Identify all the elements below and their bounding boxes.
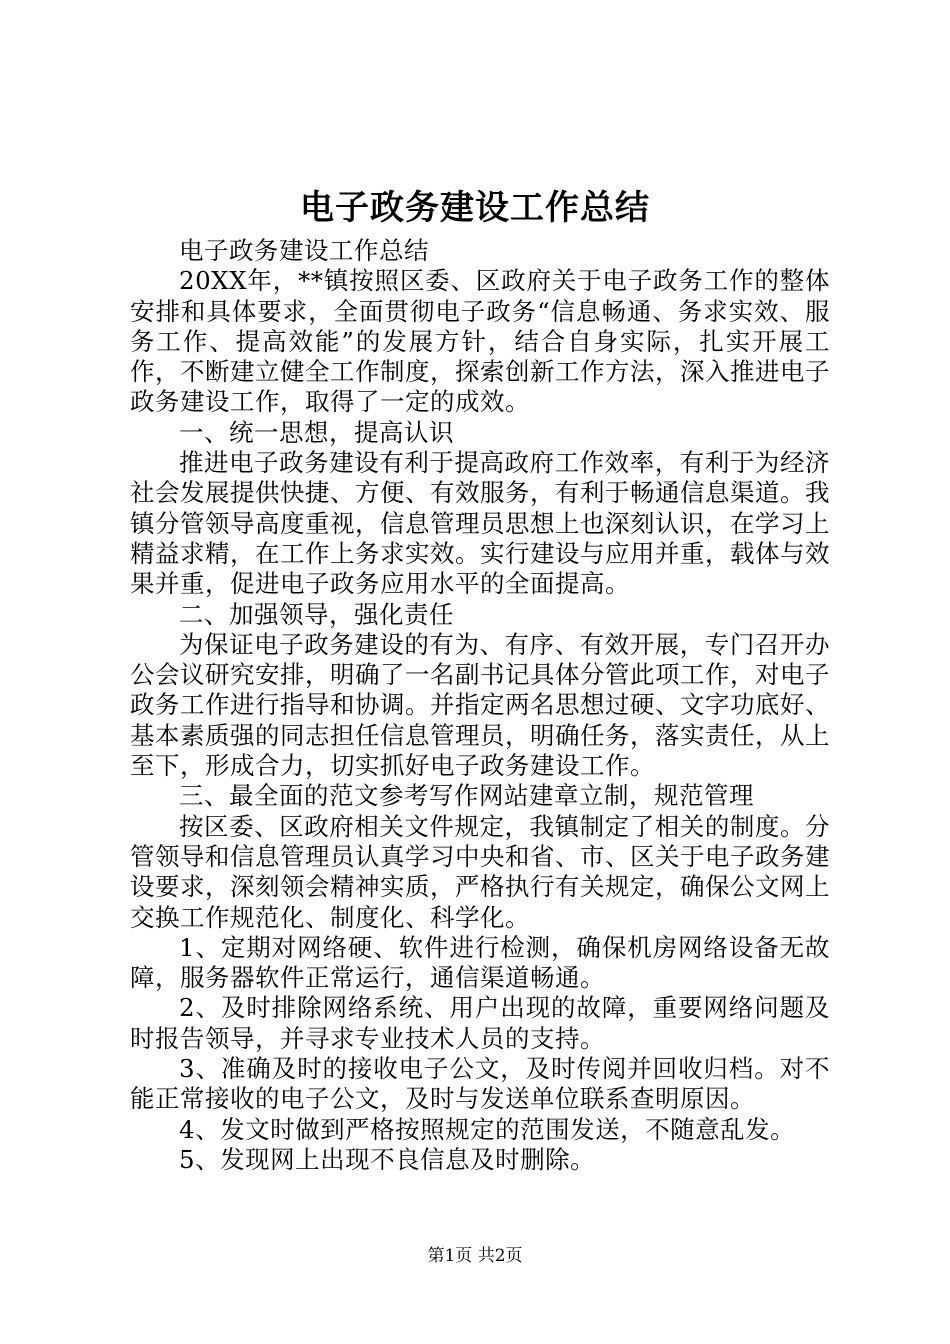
page-number-footer: 第1页 共2页 <box>427 1246 523 1266</box>
paragraph-intro: 20XX年，**镇按照区委、区政府关于电子政务工作的整体安排和具体要求，全面贯彻电子政务“信息畅通、务求实效、服务工作、提高效能”的发展方针，结合自身实际，扎实开展工作，不断建立健全工作制度，探索创新工作方法，深入推进电子政务建设工作，取得了一定的成效。 <box>130 266 830 417</box>
paragraph-section-1: 推进电子政务建设有利于提高政府工作效率，有利于为经济社会发展提供快捷、方便、有效服务，有利于畅通信息渠道。我镇分管领导高度重视，信息管理员思想上也深刻认识，在学习上精益求精，在工作上务求实效。实行建设与应用并重，载体与效果并重，促进电子政务应用水平的全面提高。 <box>130 448 830 599</box>
section-heading-2: 二、加强领导，强化责任 <box>179 599 454 629</box>
document-body <box>130 236 830 1175</box>
list-item-5: 5、发现网上出现不良信息及时删除。 <box>179 1144 596 1174</box>
list-item-3: 3、准确及时的接收电子公文，及时传阅并回收归档。对不能正常接收的电子公文，及时与发送单位联系查明原因。 <box>130 1054 830 1114</box>
document-title: 电子政务建设工作总结 <box>300 188 650 228</box>
list-item-1: 1、定期对网络硬、软件进行检测，确保机房网络设备无故障，服务器软件正常运行，通信渠道畅通。 <box>130 932 830 993</box>
section-heading-1: 一、统一思想，提高认识 <box>179 417 454 447</box>
list-item-2: 2、及时排除网络系统、用户出现的故障，重要网络问题及时报告领导，并寻求专业技术人员的支持。 <box>130 993 830 1053</box>
paragraph-subtitle: 电子政务建设工作总结 <box>179 236 429 265</box>
paragraph-section-3: 按区委、区政府相关文件规定，我镇制定了相关的制度。分管领导和信息管理员认真学习中央和省、市、区关于电子政务建设要求，深刻领会精神实质，严格执行有关规定，确保公文网上交换工作规范化、制度化、科学化。 <box>130 811 830 932</box>
section-heading-3: 三、最全面的范文参考写作网站建章立制，规范管理 <box>179 781 754 811</box>
paragraph-section-2: 为保证电子政务建设的有为、有序、有效开展，专门召开办公会议研究安排，明确了一名副书记具体分管此项工作，对电子政务工作进行指导和协调。并指定两名思想过硬、文字功底好、基本素质强的同志担任信息管理员，明确任务，落实责任，从上至下，形成合力，切实抓好电子政务建设工作。 <box>130 629 830 781</box>
list-item-4: 4、发文时做到严格按照规定的范围发送，不随意乱发。 <box>179 1114 796 1144</box>
